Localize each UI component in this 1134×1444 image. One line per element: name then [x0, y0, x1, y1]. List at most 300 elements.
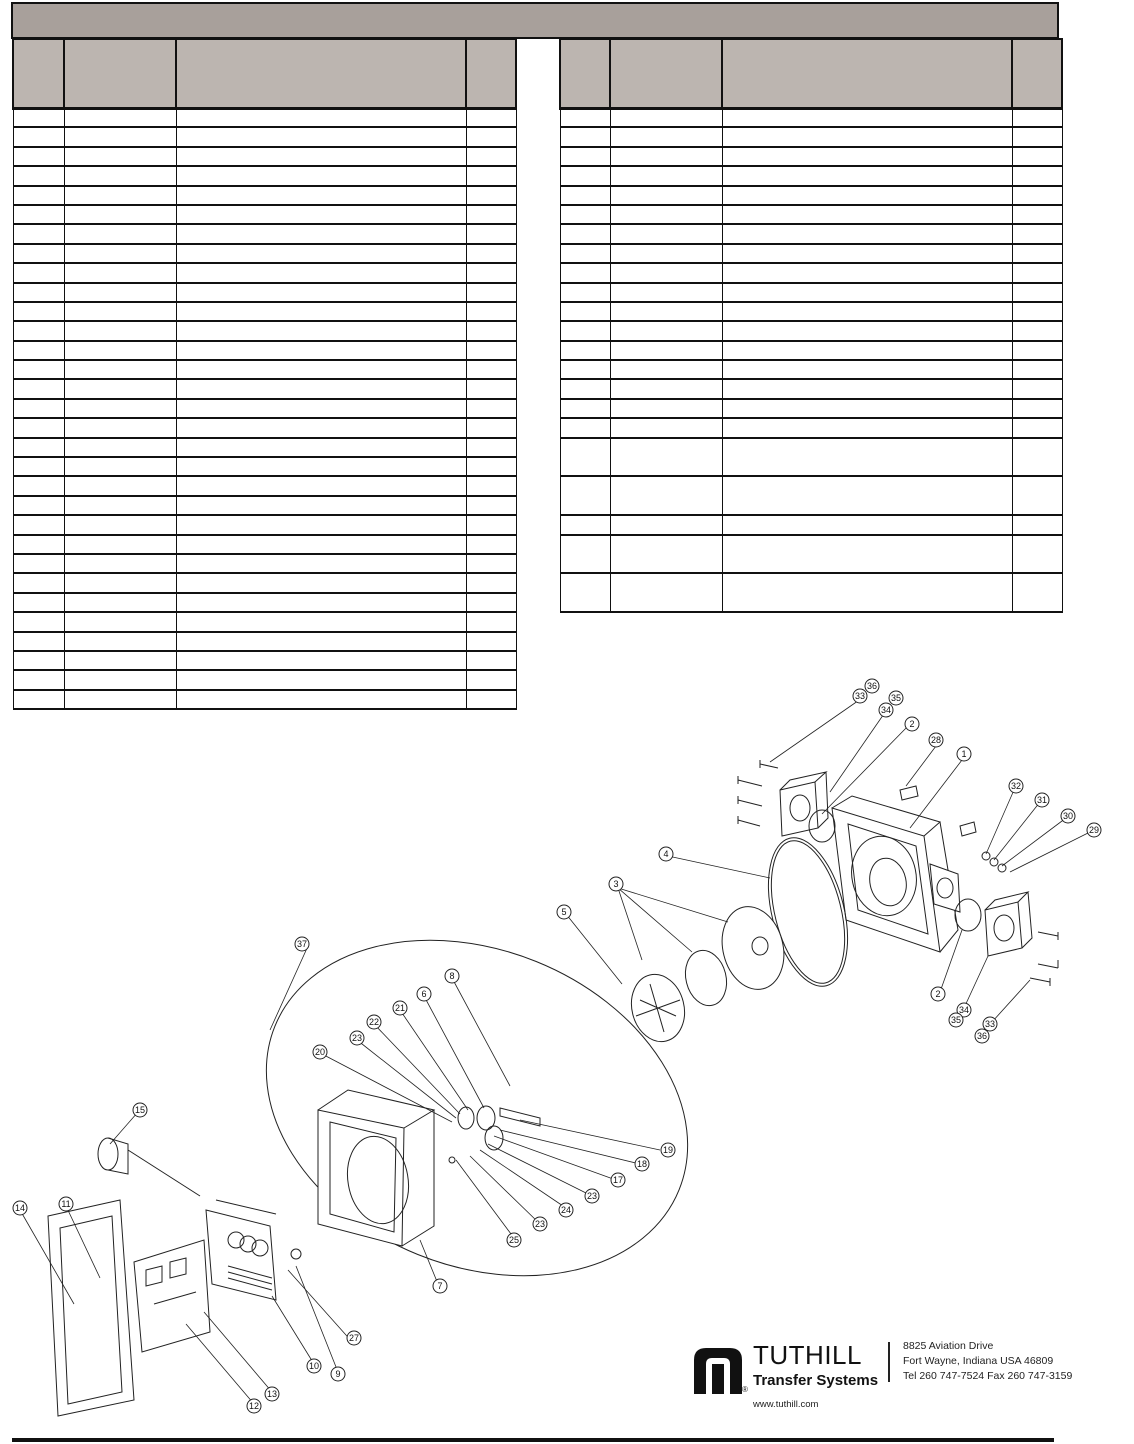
table-cell: [176, 632, 466, 651]
table-cell: [560, 515, 610, 534]
svg-text:22: 22: [368, 1017, 380, 1027]
table-row: [13, 593, 516, 612]
svg-text:27: 27: [348, 1333, 360, 1343]
table-cell: [64, 399, 176, 418]
table-cell: [176, 263, 466, 282]
table-row: [560, 302, 1062, 321]
table-cell: [64, 108, 176, 127]
table-cell: [1012, 535, 1062, 574]
table-row: [13, 127, 516, 146]
table-cell: [466, 341, 516, 360]
svg-text:28: 28: [930, 735, 942, 745]
parts-table-header: [13, 39, 516, 108]
callout-3: [609, 877, 623, 891]
logo-divider: [888, 1342, 890, 1382]
table-cell: [13, 127, 64, 146]
table-cell: [722, 341, 1012, 360]
table-cell: [610, 535, 722, 574]
table-cell: [610, 263, 722, 282]
table-cell: [560, 244, 610, 263]
table-cell: [722, 205, 1012, 224]
table-cell: [13, 224, 64, 243]
table-cell: [176, 244, 466, 263]
callout-8: [445, 969, 459, 983]
svg-text:20: 20: [314, 1047, 326, 1057]
svg-text:33: 33: [854, 691, 866, 701]
table-cell: [176, 166, 466, 185]
table-cell: [722, 399, 1012, 418]
table-row: [560, 379, 1062, 398]
table-row: [560, 399, 1062, 418]
table-row: [560, 205, 1062, 224]
table-cell: [560, 108, 610, 127]
header-cell: [13, 39, 64, 108]
table-cell: [466, 593, 516, 612]
callout-36: [975, 1029, 989, 1043]
company-division: Transfer Systems: [753, 1372, 879, 1389]
table-cell: [176, 302, 466, 321]
table-cell: [64, 302, 176, 321]
table-cell: [466, 457, 516, 476]
table-row: [560, 476, 1062, 515]
svg-text:12: 12: [248, 1401, 260, 1411]
table-cell: [722, 573, 1012, 612]
table-cell: [466, 573, 516, 592]
table-row: [13, 632, 516, 651]
callout-18: [635, 1157, 649, 1171]
table-cell: [13, 496, 64, 515]
table-cell: [176, 205, 466, 224]
table-cell: [722, 108, 1012, 127]
table-row: [560, 263, 1062, 282]
table-cell: [466, 244, 516, 263]
table-cell: [13, 476, 64, 495]
table-cell: [64, 535, 176, 554]
table-cell: [466, 535, 516, 554]
table-cell: [64, 438, 176, 457]
table-row: [560, 418, 1062, 437]
callout-19: [661, 1143, 675, 1157]
table-row: [560, 573, 1062, 612]
table-cell: [466, 302, 516, 321]
table-row: [560, 244, 1062, 263]
table-row: [13, 224, 516, 243]
table-row: [13, 321, 516, 340]
callout-2: [905, 717, 919, 731]
table-cell: [560, 283, 610, 302]
table-cell: [1012, 108, 1062, 127]
table-cell: [13, 457, 64, 476]
svg-text:21: 21: [394, 1003, 406, 1013]
table-cell: [176, 147, 466, 166]
table-cell: [176, 515, 466, 534]
table-cell: [466, 438, 516, 457]
svg-text:36: 36: [866, 681, 878, 691]
table-cell: [176, 321, 466, 340]
header-cell: [64, 39, 176, 108]
table-cell: [610, 108, 722, 127]
table-cell: [13, 147, 64, 166]
table-row: [13, 612, 516, 631]
table-cell: [466, 283, 516, 302]
header-cell: [560, 39, 610, 108]
table-cell: [610, 224, 722, 243]
table-cell: [610, 476, 722, 515]
svg-text:9: 9: [335, 1369, 341, 1379]
table-cell: [13, 418, 64, 437]
svg-text:34: 34: [880, 705, 892, 715]
table-row: [13, 535, 516, 554]
table-cell: [560, 321, 610, 340]
table-cell: [64, 341, 176, 360]
table-cell: [560, 302, 610, 321]
table-cell: [466, 108, 516, 127]
callout-29: [1087, 823, 1101, 837]
flange-bolts-right: [1030, 932, 1058, 986]
callout-31: [1035, 793, 1049, 807]
table-cell: [722, 283, 1012, 302]
table-cell: [13, 108, 64, 127]
table-cell: [176, 127, 466, 146]
table-cell: [722, 127, 1012, 146]
table-cell: [1012, 263, 1062, 282]
table-cell: [64, 593, 176, 612]
table-cell: [722, 302, 1012, 321]
table-cell: [560, 166, 610, 185]
table-cell: [466, 321, 516, 340]
registered-mark: ®: [742, 1385, 748, 1394]
callout-7: [433, 1279, 447, 1293]
callout-30: [1061, 809, 1075, 823]
drive-gears: [449, 1106, 540, 1163]
callout-33: [853, 689, 867, 703]
svg-text:32: 32: [1010, 781, 1022, 791]
table-cell: [722, 224, 1012, 243]
callout-14: [13, 1201, 27, 1215]
table-row: [560, 147, 1062, 166]
table-row: [13, 205, 516, 224]
svg-text:23: 23: [586, 1191, 598, 1201]
table-row: [13, 166, 516, 185]
table-cell: [13, 612, 64, 631]
table-row: [13, 360, 516, 379]
table-cell: [560, 418, 610, 437]
table-cell: [176, 496, 466, 515]
table-cell: [64, 418, 176, 437]
callout-34: [879, 703, 893, 717]
table-cell: [1012, 418, 1062, 437]
table-cell: [610, 360, 722, 379]
table-cell: [610, 399, 722, 418]
callout-23: [585, 1189, 599, 1203]
table-cell: [13, 166, 64, 185]
table-cell: [13, 205, 64, 224]
address-line-1: 8825 Aviation Drive: [903, 1340, 994, 1352]
table-cell: [610, 438, 722, 477]
table-cell: [610, 302, 722, 321]
callout-23: [350, 1031, 364, 1045]
table-cell: [466, 360, 516, 379]
table-row: [560, 283, 1062, 302]
table-row: [560, 166, 1062, 185]
table-cell: [13, 244, 64, 263]
phone-fax-line: Tel 260 747-7524 Fax 260 747-3159: [903, 1370, 1073, 1382]
table-cell: [13, 379, 64, 398]
table-row: [13, 263, 516, 282]
svg-text:37: 37: [296, 939, 308, 949]
parts-table-left: [12, 38, 517, 710]
table-cell: [64, 612, 176, 631]
table-cell: [176, 438, 466, 457]
table-cell: [1012, 283, 1062, 302]
table-cell: [13, 399, 64, 418]
table-cell: [1012, 224, 1062, 243]
table-cell: [560, 186, 610, 205]
table-cell: [64, 476, 176, 495]
callout-1: [957, 747, 971, 761]
table-row: [13, 108, 516, 127]
svg-text:6: 6: [421, 989, 427, 999]
callout-4: [659, 847, 673, 861]
table-cell: [560, 360, 610, 379]
table-cell: [176, 573, 466, 592]
table-cell: [1012, 205, 1062, 224]
table-cell: [1012, 515, 1062, 534]
svg-text:23: 23: [351, 1033, 363, 1043]
table-cell: [13, 438, 64, 457]
table-cell: [13, 554, 64, 573]
parts-list-title-bar: [11, 2, 1059, 39]
table-row: [13, 418, 516, 437]
svg-text:10: 10: [308, 1361, 320, 1371]
table-cell: [560, 224, 610, 243]
table-row: [560, 535, 1062, 574]
callout-12: [247, 1399, 261, 1413]
table-cell: [13, 283, 64, 302]
header-cell: [1012, 39, 1062, 108]
footer-rule: [12, 1438, 1054, 1442]
table-cell: [176, 341, 466, 360]
svg-text:18: 18: [636, 1159, 648, 1169]
table-cell: [722, 166, 1012, 185]
table-cell: [610, 321, 722, 340]
table-cell: [466, 632, 516, 651]
table-cell: [64, 496, 176, 515]
callout-6: [417, 987, 431, 1001]
table-cell: [176, 418, 466, 437]
svg-text:31: 31: [1036, 795, 1048, 805]
svg-text:11: 11: [61, 1199, 71, 1209]
callout-21: [393, 1001, 407, 1015]
table-cell: [13, 535, 64, 554]
table-cell: [1012, 476, 1062, 515]
table-cell: [722, 263, 1012, 282]
address-line-2: Fort Wayne, Indiana USA 46809: [903, 1355, 1054, 1367]
callout-13: [265, 1387, 279, 1401]
table-cell: [466, 379, 516, 398]
svg-text:15: 15: [134, 1105, 146, 1115]
svg-text:4: 4: [663, 849, 669, 859]
parts-table-right: [559, 38, 1063, 613]
table-cell: [610, 127, 722, 146]
svg-text:2: 2: [909, 719, 915, 729]
svg-text:35: 35: [890, 693, 902, 703]
table-cell: [466, 496, 516, 515]
table-cell: [1012, 573, 1062, 612]
table-cell: [1012, 147, 1062, 166]
svg-text:29: 29: [1088, 825, 1100, 835]
table-cell: [64, 244, 176, 263]
callout-22: [367, 1015, 381, 1029]
table-cell: [176, 554, 466, 573]
table-cell: [466, 399, 516, 418]
table-cell: [1012, 166, 1062, 185]
table-cell: [560, 573, 610, 612]
svg-text:17: 17: [612, 1175, 624, 1185]
tuthill-logo-mark-icon: [694, 1342, 742, 1394]
table-row: [13, 283, 516, 302]
svg-text:14: 14: [14, 1203, 26, 1213]
table-row: [13, 554, 516, 573]
table-row: [13, 244, 516, 263]
table-cell: [722, 186, 1012, 205]
table-cell: [1012, 341, 1062, 360]
svg-text:19: 19: [662, 1145, 674, 1155]
callout-5: [557, 905, 571, 919]
callout-33: [983, 1017, 997, 1031]
table-cell: [560, 438, 610, 477]
table-cell: [13, 186, 64, 205]
counter-mechanism: [206, 1200, 301, 1300]
table-row: [13, 573, 516, 592]
callout-35: [949, 1013, 963, 1027]
table-cell: [466, 263, 516, 282]
table-cell: [466, 554, 516, 573]
table-cell: [722, 535, 1012, 574]
table-cell: [64, 321, 176, 340]
table-cell: [13, 321, 64, 340]
table-cell: [466, 166, 516, 185]
svg-text:2: 2: [935, 989, 941, 999]
table-cell: [176, 224, 466, 243]
table-cell: [466, 205, 516, 224]
svg-text:34: 34: [958, 1005, 970, 1015]
svg-text:3: 3: [613, 879, 619, 889]
table-cell: [1012, 379, 1062, 398]
callout-27: [347, 1331, 361, 1345]
flange-right: [985, 892, 1032, 956]
table-cell: [722, 418, 1012, 437]
svg-text:5: 5: [561, 907, 567, 917]
table-cell: [610, 244, 722, 263]
header-cell: [176, 39, 466, 108]
table-cell: [466, 418, 516, 437]
table-cell: [560, 379, 610, 398]
svg-text:7: 7: [437, 1281, 443, 1291]
callout-24: [559, 1203, 573, 1217]
table-cell: [64, 573, 176, 592]
callout-9: [331, 1367, 345, 1381]
table-cell: [1012, 360, 1062, 379]
table-cell: [722, 244, 1012, 263]
table-cell: [176, 535, 466, 554]
table-cell: [176, 476, 466, 495]
header-cell: [722, 39, 1012, 108]
table-cell: [560, 263, 610, 282]
table-cell: [64, 127, 176, 146]
table-cell: [466, 186, 516, 205]
table-cell: [64, 166, 176, 185]
table-row: [13, 147, 516, 166]
face-plate: [134, 1240, 210, 1352]
table-cell: [64, 205, 176, 224]
table-cell: [722, 515, 1012, 534]
table-cell: [176, 457, 466, 476]
table-cell: [560, 147, 610, 166]
table-cell: [610, 166, 722, 185]
table-cell: [610, 283, 722, 302]
table-cell: [1012, 321, 1062, 340]
table-cell: [64, 263, 176, 282]
table-cell: [610, 147, 722, 166]
table-cell: [610, 418, 722, 437]
table-row: [560, 515, 1062, 534]
table-cell: [176, 593, 466, 612]
table-cell: [176, 399, 466, 418]
header-cell: [610, 39, 722, 108]
table-cell: [13, 360, 64, 379]
table-cell: [722, 321, 1012, 340]
table-cell: [466, 515, 516, 534]
table-cell: [1012, 302, 1062, 321]
svg-text:36: 36: [976, 1031, 988, 1041]
table-cell: [64, 457, 176, 476]
table-cell: [610, 573, 722, 612]
table-row: [560, 438, 1062, 477]
company-website[interactable]: www.tuthill.com: [753, 1399, 819, 1410]
register-housing: [318, 1090, 434, 1246]
table-cell: [466, 476, 516, 495]
table-row: [13, 457, 516, 476]
o-ring-right: [955, 899, 981, 931]
callout-11: [59, 1197, 73, 1211]
table-cell: [64, 224, 176, 243]
table-cell: [1012, 244, 1062, 263]
table-cell: [610, 205, 722, 224]
table-cell: [13, 632, 64, 651]
table-cell: [466, 147, 516, 166]
reset-knob: [98, 1138, 200, 1196]
table-cell: [560, 205, 610, 224]
svg-text:33: 33: [984, 1019, 996, 1029]
callout-23: [533, 1217, 547, 1231]
table-cell: [13, 341, 64, 360]
pump-housing: [832, 796, 960, 952]
table-cell: [13, 263, 64, 282]
svg-text:1: 1: [961, 749, 967, 759]
table-cell: [64, 515, 176, 534]
table-row: [560, 127, 1062, 146]
callout-20: [313, 1045, 327, 1059]
table-cell: [1012, 127, 1062, 146]
table-cell: [176, 360, 466, 379]
callout-36: [865, 679, 879, 693]
table-cell: [176, 186, 466, 205]
table-row: [13, 438, 516, 457]
table-cell: [1012, 186, 1062, 205]
callout-25: [507, 1233, 521, 1247]
table-cell: [722, 147, 1012, 166]
